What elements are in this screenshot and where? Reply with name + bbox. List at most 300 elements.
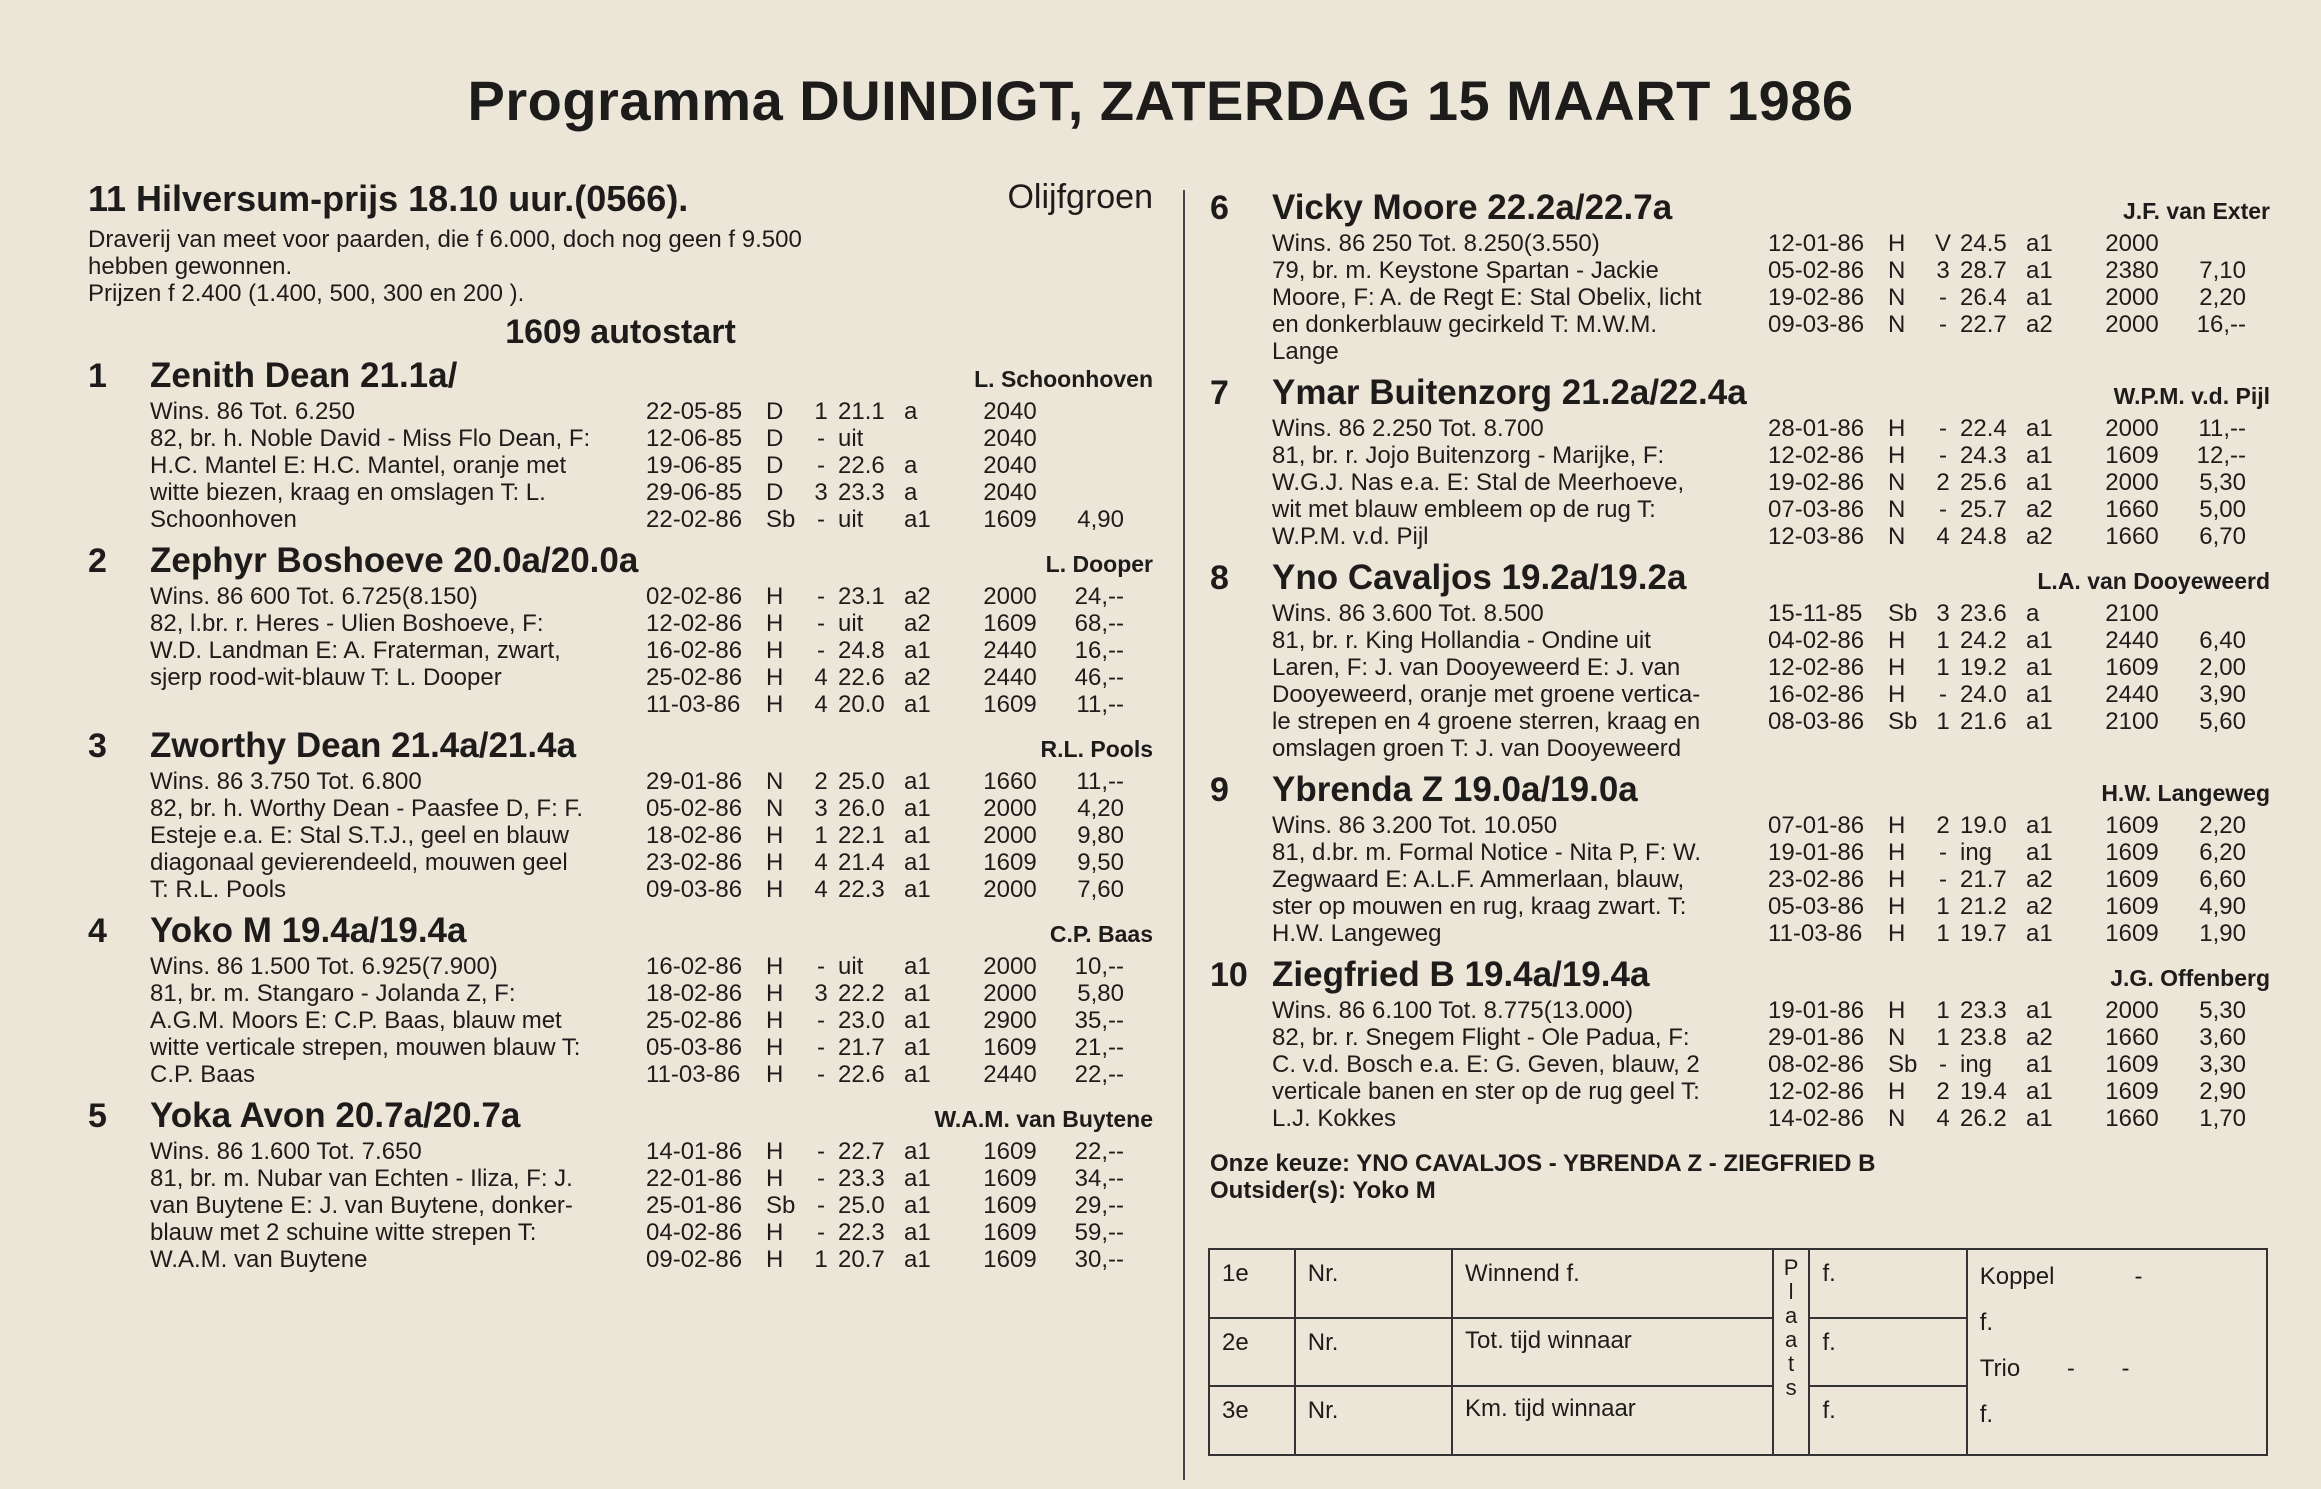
perf-cell: 2440: [983, 664, 1037, 691]
perf-cell: a1: [2026, 284, 2053, 311]
perf-cell: 04-02-86: [1768, 627, 1865, 654]
perf-cell: H: [766, 1061, 784, 1088]
perf-cell: 1609: [983, 1192, 1037, 1219]
perf-cell: 22-01-86: [646, 1165, 743, 1192]
perf-cell: 23.6: [1960, 600, 2007, 627]
perf-cell: 1609: [983, 1034, 1037, 1061]
perf-cell: 11-03-86: [646, 691, 741, 718]
plaats-letter: t: [1788, 1351, 1795, 1376]
perf-cell: 4: [1936, 1105, 1950, 1132]
driver-name: W.P.M. v.d. Pijl: [2113, 383, 2270, 409]
perf-cell: -: [817, 1061, 825, 1088]
perf-cell: a2: [904, 583, 931, 610]
performance-table: [646, 953, 1153, 1088]
perf-cell: 1609: [2105, 812, 2159, 839]
perf-cell: N: [1888, 311, 1906, 338]
info-line: Wins. 86 3.200 Tot. 10.050: [1272, 812, 1558, 839]
performance-row: [1768, 442, 2270, 469]
perf-cell: 29,--: [1074, 1192, 1124, 1219]
perf-cell: uit: [838, 610, 864, 637]
perf-cell: 6,70: [2199, 523, 2246, 550]
perf-cell: 22-02-86: [646, 506, 743, 533]
perf-cell: 2040: [983, 398, 1037, 425]
horse-info: [1272, 600, 1762, 762]
perf-cell: 2040: [983, 425, 1037, 452]
perf-cell: H: [766, 610, 784, 637]
perf-cell: a1: [2026, 1078, 2053, 1105]
perf-cell: Sb: [766, 1192, 796, 1219]
horse-name: Zenith Dean 21.1a/: [150, 356, 458, 395]
perf-cell: 24.3: [1960, 442, 2007, 469]
horse-number: 4: [88, 912, 107, 950]
perf-cell: 2: [1936, 812, 1950, 839]
horse-number: 7: [1210, 374, 1229, 412]
perf-cell: H: [766, 1007, 784, 1034]
perf-cell: D: [766, 479, 784, 506]
performance-row: [1768, 1105, 2270, 1132]
desc-line: hebben gewonnen.: [88, 253, 293, 280]
driver-name: R.L. Pools: [1040, 736, 1153, 762]
performance-row: [646, 1007, 1153, 1034]
perf-cell: a2: [2026, 311, 2053, 338]
perf-cell: 09-03-86: [646, 876, 743, 903]
perf-cell: 22.6: [838, 1061, 885, 1088]
perf-cell: uit: [838, 953, 864, 980]
horse-number: 10: [1210, 956, 1248, 994]
perf-cell: N: [1888, 469, 1906, 496]
performance-row: [646, 506, 1153, 533]
choice-line: Onze keuze: YNO CAVALJOS - YBRENDA Z - ZIEGFRIED B: [1210, 1150, 1876, 1177]
info-line: Wins. 86 6.100 Tot. 8.775(13.000): [1272, 997, 1634, 1024]
perf-cell: H: [766, 1219, 784, 1246]
perf-cell: 21.1: [838, 398, 885, 425]
perf-cell: 15-11-85: [1768, 600, 1863, 627]
perf-cell: 08-03-86: [1768, 708, 1865, 735]
nr-2: Nr.: [1295, 1318, 1452, 1387]
perf-cell: -: [1939, 839, 1947, 866]
info-line: H.C. Mantel E: H.C. Mantel, oranje met: [150, 452, 567, 479]
horse-header: [1210, 558, 2270, 600]
perf-cell: a1: [2026, 415, 2053, 442]
perf-cell: a1: [2026, 1051, 2053, 1078]
perf-cell: 2000: [2105, 230, 2159, 257]
perf-cell: a1: [904, 768, 931, 795]
outsider-line: Outsider(s): Yoko M: [1210, 1177, 1436, 1204]
performance-row: [646, 876, 1153, 903]
perf-cell: 19-01-86: [1768, 839, 1865, 866]
perf-cell: 4: [1936, 523, 1950, 550]
info-line: 81, d.br. m. Formal Notice - Nita P, F: W.: [1272, 839, 1702, 866]
info-line: Lange: [1272, 338, 1339, 365]
perf-cell: -: [817, 506, 825, 533]
perf-cell: H: [766, 1246, 784, 1273]
info-line: H.W. Langeweg: [1272, 920, 1442, 947]
horse-name: Vicky Moore 22.2a/22.7a: [1272, 188, 1673, 227]
info-line: wit met blauw embleem op de rug T:: [1272, 496, 1656, 523]
perf-cell: H: [1888, 230, 1906, 257]
perf-cell: H: [1888, 442, 1906, 469]
race-color: Olijfgroen: [1007, 178, 1153, 216]
f-2: f.: [1809, 1318, 1966, 1387]
perf-cell: H: [1888, 839, 1906, 866]
perf-cell: 2000: [2105, 997, 2159, 1024]
horse-body: [88, 398, 1153, 533]
horse-body: [88, 1138, 1153, 1273]
perf-cell: a1: [904, 980, 931, 1007]
perf-cell: 05-03-86: [1768, 893, 1865, 920]
horse-entry: [1210, 558, 2270, 762]
perf-cell: -: [817, 637, 825, 664]
perf-cell: N: [1888, 523, 1906, 550]
performance-row: [1768, 708, 2270, 735]
info-line: 81, br. r. King Hollandia - Ondine uit: [1272, 627, 1651, 654]
desc-line: Draverij van meet voor paarden, die f 6.000, doch nog geen f 9.500: [88, 226, 802, 253]
performance-table: [646, 1138, 1153, 1273]
koppel-f: f.: [1979, 1309, 1994, 1336]
perf-cell: a1: [904, 1061, 931, 1088]
horse-body: [1210, 997, 2270, 1132]
perf-cell: 1609: [983, 1219, 1037, 1246]
perf-cell: [904, 425, 962, 452]
perf-cell: 1609: [983, 1246, 1037, 1273]
perf-cell: a1: [904, 876, 931, 903]
perf-cell: 19.2: [1960, 654, 2007, 681]
perf-cell: 16-02-86: [1768, 681, 1865, 708]
perf-cell: 19.4: [1960, 1078, 2007, 1105]
perf-cell: 1609: [2105, 920, 2159, 947]
perf-cell: N: [1888, 1024, 1906, 1051]
performance-row: [646, 637, 1153, 664]
perf-cell: 1609: [2105, 442, 2159, 469]
perf-cell: H: [1888, 812, 1906, 839]
performance-row: [1768, 284, 2270, 311]
perf-cell: 19-01-86: [1768, 997, 1865, 1024]
perf-cell: H: [1888, 893, 1906, 920]
horse-body: [1210, 415, 2270, 550]
perf-cell: 20.7: [838, 1246, 885, 1273]
performance-row: [646, 1165, 1153, 1192]
perf-cell: 23-02-86: [646, 849, 743, 876]
perf-cell: 5,60: [2199, 708, 2246, 735]
info-line: Wins. 86 1.500 Tot. 6.925(7.900): [150, 953, 498, 980]
perf-cell: a1: [904, 822, 931, 849]
perf-cell: 22.1: [838, 822, 885, 849]
perf-cell: a: [2026, 600, 2040, 627]
perf-cell: 2000: [983, 980, 1037, 1007]
perf-cell: 2: [1936, 469, 1950, 496]
perf-cell: 05-02-86: [646, 795, 743, 822]
perf-cell: 2440: [2105, 627, 2159, 654]
perf-cell: 59,--: [1074, 1219, 1124, 1246]
performance-table: [1768, 415, 2270, 550]
info-line: verticale banen en ster op de rug geel T:: [1272, 1078, 1700, 1105]
driver-name: J.G. Offenberg: [2110, 965, 2270, 991]
perf-cell: V: [1934, 230, 1951, 257]
info-line: A.G.M. Moors E: C.P. Baas, blauw met: [150, 1007, 562, 1034]
perf-cell: 2000: [2105, 311, 2159, 338]
perf-cell: 25-02-86: [646, 664, 743, 691]
plaats-letter: a: [1784, 1303, 1798, 1328]
perf-cell: 23.3: [1960, 997, 2007, 1024]
horse-header: [1210, 373, 2270, 415]
info-line: C. v.d. Bosch e.a. E: G. Geven, blauw, 2: [1272, 1051, 1700, 1078]
perf-cell: 1: [1936, 627, 1950, 654]
perf-cell: 29-01-86: [1768, 1024, 1865, 1051]
perf-cell: a1: [904, 1246, 931, 1273]
perf-cell: 22-05-85: [646, 398, 743, 425]
perf-cell: 5,30: [2199, 469, 2246, 496]
perf-cell: uit: [838, 506, 864, 533]
perf-cell: a1: [2026, 708, 2053, 735]
perf-cell: 1609: [2105, 654, 2159, 681]
perf-cell: 21.7: [838, 1034, 885, 1061]
horse-list-right: [1210, 188, 2270, 1132]
perf-cell: 1609: [983, 1165, 1037, 1192]
perf-cell: 22.3: [838, 876, 885, 903]
perf-cell: 2,90: [2199, 1078, 2246, 1105]
perf-cell: 1: [814, 822, 828, 849]
performance-row: [646, 452, 1153, 479]
perf-cell: 1,90: [2199, 920, 2246, 947]
perf-cell: 7,10: [2199, 257, 2246, 284]
horse-number: 6: [1210, 189, 1229, 227]
perf-cell: 5,80: [1077, 980, 1124, 1007]
perf-cell: 1609: [983, 1138, 1037, 1165]
performance-row: [646, 691, 1153, 718]
perf-cell: 2100: [2105, 600, 2159, 627]
perf-cell: H: [766, 691, 784, 718]
perf-cell: 3: [814, 479, 828, 506]
driver-name: J.F. van Exter: [2122, 198, 2270, 224]
performance-row: [646, 1034, 1153, 1061]
perf-cell: N: [1888, 284, 1906, 311]
perf-cell: 11,--: [1076, 768, 1124, 795]
perf-cell: 14-02-86: [1768, 1105, 1865, 1132]
perf-cell: 2100: [2105, 708, 2159, 735]
performance-row: [646, 398, 1153, 425]
nr-3: Nr.: [1295, 1386, 1452, 1455]
horse-info: [1272, 812, 1762, 947]
performance-row: [1768, 839, 2270, 866]
performance-row: [646, 1219, 1153, 1246]
perf-cell: 2000: [983, 822, 1037, 849]
perf-cell: 2000: [983, 583, 1037, 610]
performance-row: [646, 479, 1153, 506]
perf-cell: H: [1888, 1078, 1906, 1105]
perf-cell: 12-02-86: [1768, 442, 1865, 469]
perf-cell: 2000: [983, 953, 1037, 980]
horse-name: Ybrenda Z 19.0a/19.0a: [1272, 770, 1638, 809]
info-line: 81, br. m. Nubar van Echten - Iliza, F: J.: [150, 1165, 573, 1192]
perf-cell: 25.0: [838, 1192, 885, 1219]
horse-number: 2: [88, 542, 107, 580]
horse-entry: [1210, 188, 2270, 365]
right-column: [1210, 188, 2270, 1204]
perf-cell: 4: [814, 849, 828, 876]
perf-cell: Sb: [1888, 1051, 1918, 1078]
driver-name: W.A.M. van Buytene: [934, 1106, 1153, 1132]
info-line: witte verticale strepen, mouwen blauw T:: [150, 1034, 581, 1061]
perf-cell: 2440: [983, 1061, 1037, 1088]
perf-cell: 10,--: [1074, 953, 1124, 980]
left-column: [88, 178, 1153, 1281]
horse-entry: [88, 726, 1153, 903]
performance-row: [646, 768, 1153, 795]
perf-cell: 6,40: [2199, 627, 2246, 654]
performance-row: [646, 664, 1153, 691]
perf-cell: D: [766, 452, 784, 479]
desc-line: Prijzen f 2.400 (1.400, 500, 300 en 200 ).: [88, 280, 525, 307]
perf-cell: 16-02-86: [646, 637, 743, 664]
performance-row: [1768, 230, 2270, 257]
perf-cell: 22.3: [838, 1219, 885, 1246]
perf-cell: 28.7: [1960, 257, 2007, 284]
race-description: [88, 226, 1153, 307]
perf-cell: 4,20: [1077, 795, 1124, 822]
perf-cell: 12-02-86: [1768, 1078, 1865, 1105]
our-choice: [1210, 1150, 2270, 1204]
perf-cell: H: [766, 664, 784, 691]
info-line: Wins. 86 3.750 Tot. 6.800: [150, 768, 422, 795]
perf-cell: -: [1939, 311, 1947, 338]
perf-cell: 25-01-86: [646, 1192, 743, 1219]
horse-body: [88, 953, 1153, 1088]
perf-cell: 1609: [983, 691, 1037, 718]
perf-cell: 24.2: [1960, 627, 2007, 654]
performance-table: [1768, 230, 2270, 365]
performance-row: [1768, 311, 2270, 338]
info-line: blauw met 2 schuine witte strepen T:: [150, 1219, 537, 1246]
plaats-letter: P: [1783, 1255, 1799, 1280]
perf-cell: H: [1888, 997, 1906, 1024]
horse-list-left: [88, 356, 1153, 1273]
perf-cell: 1: [1936, 997, 1950, 1024]
perf-cell: [1058, 425, 1124, 452]
perf-cell: 19-02-86: [1768, 469, 1865, 496]
perf-cell: -: [1939, 442, 1947, 469]
info-line: Wins. 86 2.250 Tot. 8.700: [1272, 415, 1544, 442]
perf-cell: 1: [1936, 654, 1950, 681]
horse-info: [150, 953, 640, 1088]
performance-row: [646, 425, 1153, 452]
perf-cell: 1609: [2105, 1078, 2159, 1105]
perf-cell: H: [766, 876, 784, 903]
perf-cell: a: [904, 479, 918, 506]
horse-number: 1: [88, 357, 107, 395]
perf-cell: a1: [904, 691, 931, 718]
perf-cell: 2900: [983, 1007, 1037, 1034]
perf-cell: 3: [1936, 600, 1950, 627]
info-line: Wins. 86 600 Tot. 6.725(8.150): [150, 583, 478, 610]
perf-cell: 1: [1936, 893, 1950, 920]
perf-cell: a1: [2026, 469, 2053, 496]
perf-cell: 11-03-86: [1768, 920, 1863, 947]
perf-cell: H: [1888, 415, 1906, 442]
perf-cell: 34,--: [1074, 1165, 1124, 1192]
perf-cell: 1660: [983, 768, 1037, 795]
info-line: van Buytene E: J. van Buytene, donker-: [150, 1192, 573, 1219]
perf-cell: H: [1888, 654, 1906, 681]
perf-cell: H: [766, 1034, 784, 1061]
perf-cell: D: [766, 398, 784, 425]
horse-header: [88, 1096, 1153, 1138]
perf-cell: ing: [1960, 839, 1993, 866]
perf-cell: [1058, 479, 1124, 506]
perf-cell: 21.6: [1960, 708, 2007, 735]
performance-row: [1768, 681, 2270, 708]
perf-cell: H: [766, 953, 784, 980]
perf-cell: 2440: [2105, 681, 2159, 708]
performance-row: [1768, 257, 2270, 284]
perf-cell: -: [1939, 496, 1947, 523]
perf-cell: 1: [1936, 708, 1950, 735]
perf-cell: ing: [1960, 1051, 1993, 1078]
perf-cell: -: [817, 1219, 825, 1246]
perf-cell: a1: [904, 637, 931, 664]
perf-cell: 2000: [2105, 415, 2159, 442]
performance-row: [646, 849, 1153, 876]
info-line: 81, br. m. Stangaro - Jolanda Z, F:: [150, 980, 516, 1007]
info-line: omslagen groen T: J. van Dooyeweerd: [1272, 735, 1682, 762]
perf-cell: 07-01-86: [1768, 812, 1865, 839]
perf-cell: 2,20: [2199, 284, 2246, 311]
perf-cell: a: [904, 398, 918, 425]
perf-cell: 26.4: [1960, 284, 2007, 311]
info-line: le strepen en 4 groene sterren, kraag en: [1272, 708, 1701, 735]
performance-row: [646, 1138, 1153, 1165]
perf-cell: 2000: [983, 876, 1037, 903]
info-line: Schoonhoven: [150, 506, 297, 533]
perf-cell: 24.8: [1960, 523, 2007, 550]
perf-cell: a1: [2026, 442, 2053, 469]
performance-row: [1768, 920, 2270, 947]
perf-cell: 21,--: [1074, 1034, 1124, 1061]
driver-name: L. Schoonhoven: [974, 366, 1153, 392]
race-heading: 11 Hilversum-prijs 18.10 uur.(0566).: [88, 178, 689, 219]
horse-header: [88, 356, 1153, 398]
perf-cell: 2,00: [2199, 654, 2246, 681]
perf-cell: a2: [904, 664, 931, 691]
performance-table: [646, 583, 1153, 718]
race-header: [88, 178, 1153, 220]
horse-body: [1210, 600, 2270, 762]
info-line: 82, br. h. Noble David - Miss Flo Dean, F:: [150, 425, 591, 452]
perf-cell: 1660: [2105, 496, 2159, 523]
performance-row: [1768, 1051, 2270, 1078]
performance-table: [646, 768, 1153, 903]
horse-info: [150, 1138, 640, 1273]
horse-number: 9: [1210, 771, 1229, 809]
perf-cell: a1: [904, 1138, 931, 1165]
perf-cell: 3,90: [2199, 681, 2246, 708]
perf-cell: a1: [2026, 997, 2053, 1024]
perf-cell: -: [817, 1138, 825, 1165]
horse-entry: [1210, 373, 2270, 550]
perf-cell: a2: [2026, 523, 2053, 550]
horse-info: [150, 398, 640, 533]
perf-cell: a1: [2026, 230, 2053, 257]
perf-cell: 21.7: [1960, 866, 2007, 893]
info-line: W.G.J. Nas e.a. E: Stal de Meerhoeve,: [1272, 469, 1685, 496]
perf-cell: a1: [2026, 627, 2053, 654]
perf-cell: a2: [2026, 893, 2053, 920]
perf-cell: D: [766, 425, 784, 452]
perf-cell: 1: [1936, 1024, 1950, 1051]
perf-cell: 28-01-86: [1768, 415, 1865, 442]
pos-2: 2e: [1209, 1318, 1295, 1387]
perf-cell: a1: [2026, 839, 2053, 866]
perf-cell: [2180, 600, 2246, 627]
